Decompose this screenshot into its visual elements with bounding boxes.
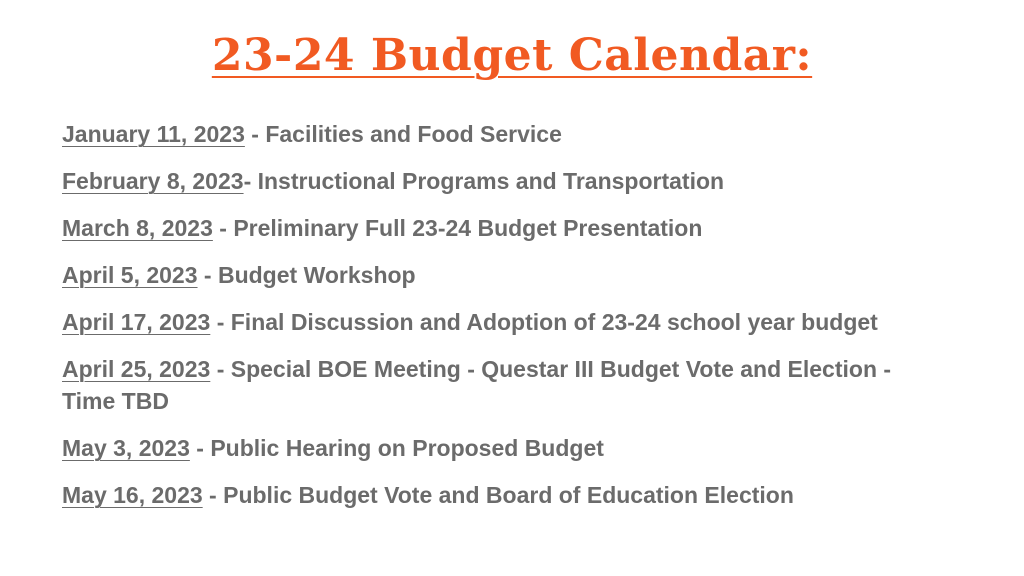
slide-title [0, 26, 1024, 86]
calendar-entry [62, 118, 892, 150]
calendar-description: - Public Hearing on Proposed Budget [189, 435, 604, 461]
calendar-description: - Preliminary Full 23-24 Budget Presentation [212, 215, 703, 241]
calendar-date-link[interactable]: January 11, 2023 [62, 121, 245, 147]
calendar-entry [62, 165, 892, 197]
calendar-date-link[interactable]: February 8, 2023 [62, 168, 244, 194]
calendar-description: - Public Budget Vote and Board of Education Election [202, 482, 794, 508]
calendar-description: - Facilities and Food Service [244, 121, 562, 147]
calendar-description: - Final Discussion and Adoption of 23-24 school year budget [210, 309, 878, 335]
calendar-entry [62, 259, 892, 291]
calendar-entry [62, 479, 892, 511]
calendar-date-link[interactable]: April 5, 2023 [62, 262, 198, 288]
calendar-entry [62, 306, 892, 338]
slide-title-text: 23-24 Budget Calendar: [211, 30, 813, 81]
calendar-date-link[interactable]: May 3, 2023 [62, 435, 190, 461]
calendar-date-link[interactable]: April 17, 2023 [62, 309, 211, 335]
calendar-date-link[interactable]: May 16, 2023 [62, 482, 203, 508]
calendar-description: - Budget Workshop [197, 262, 416, 288]
calendar-entry [62, 353, 892, 417]
calendar-description: - Instructional Programs and Transportation [243, 168, 725, 194]
budget-calendar-list [62, 118, 892, 526]
calendar-description: - Special BOE Meeting - Questar III Budget Vote and Election - Time TBD [62, 356, 892, 414]
calendar-date-link[interactable]: March 8, 2023 [62, 215, 213, 241]
calendar-entry [62, 212, 892, 244]
calendar-entry [62, 432, 892, 464]
calendar-date-link[interactable]: April 25, 2023 [62, 356, 211, 382]
